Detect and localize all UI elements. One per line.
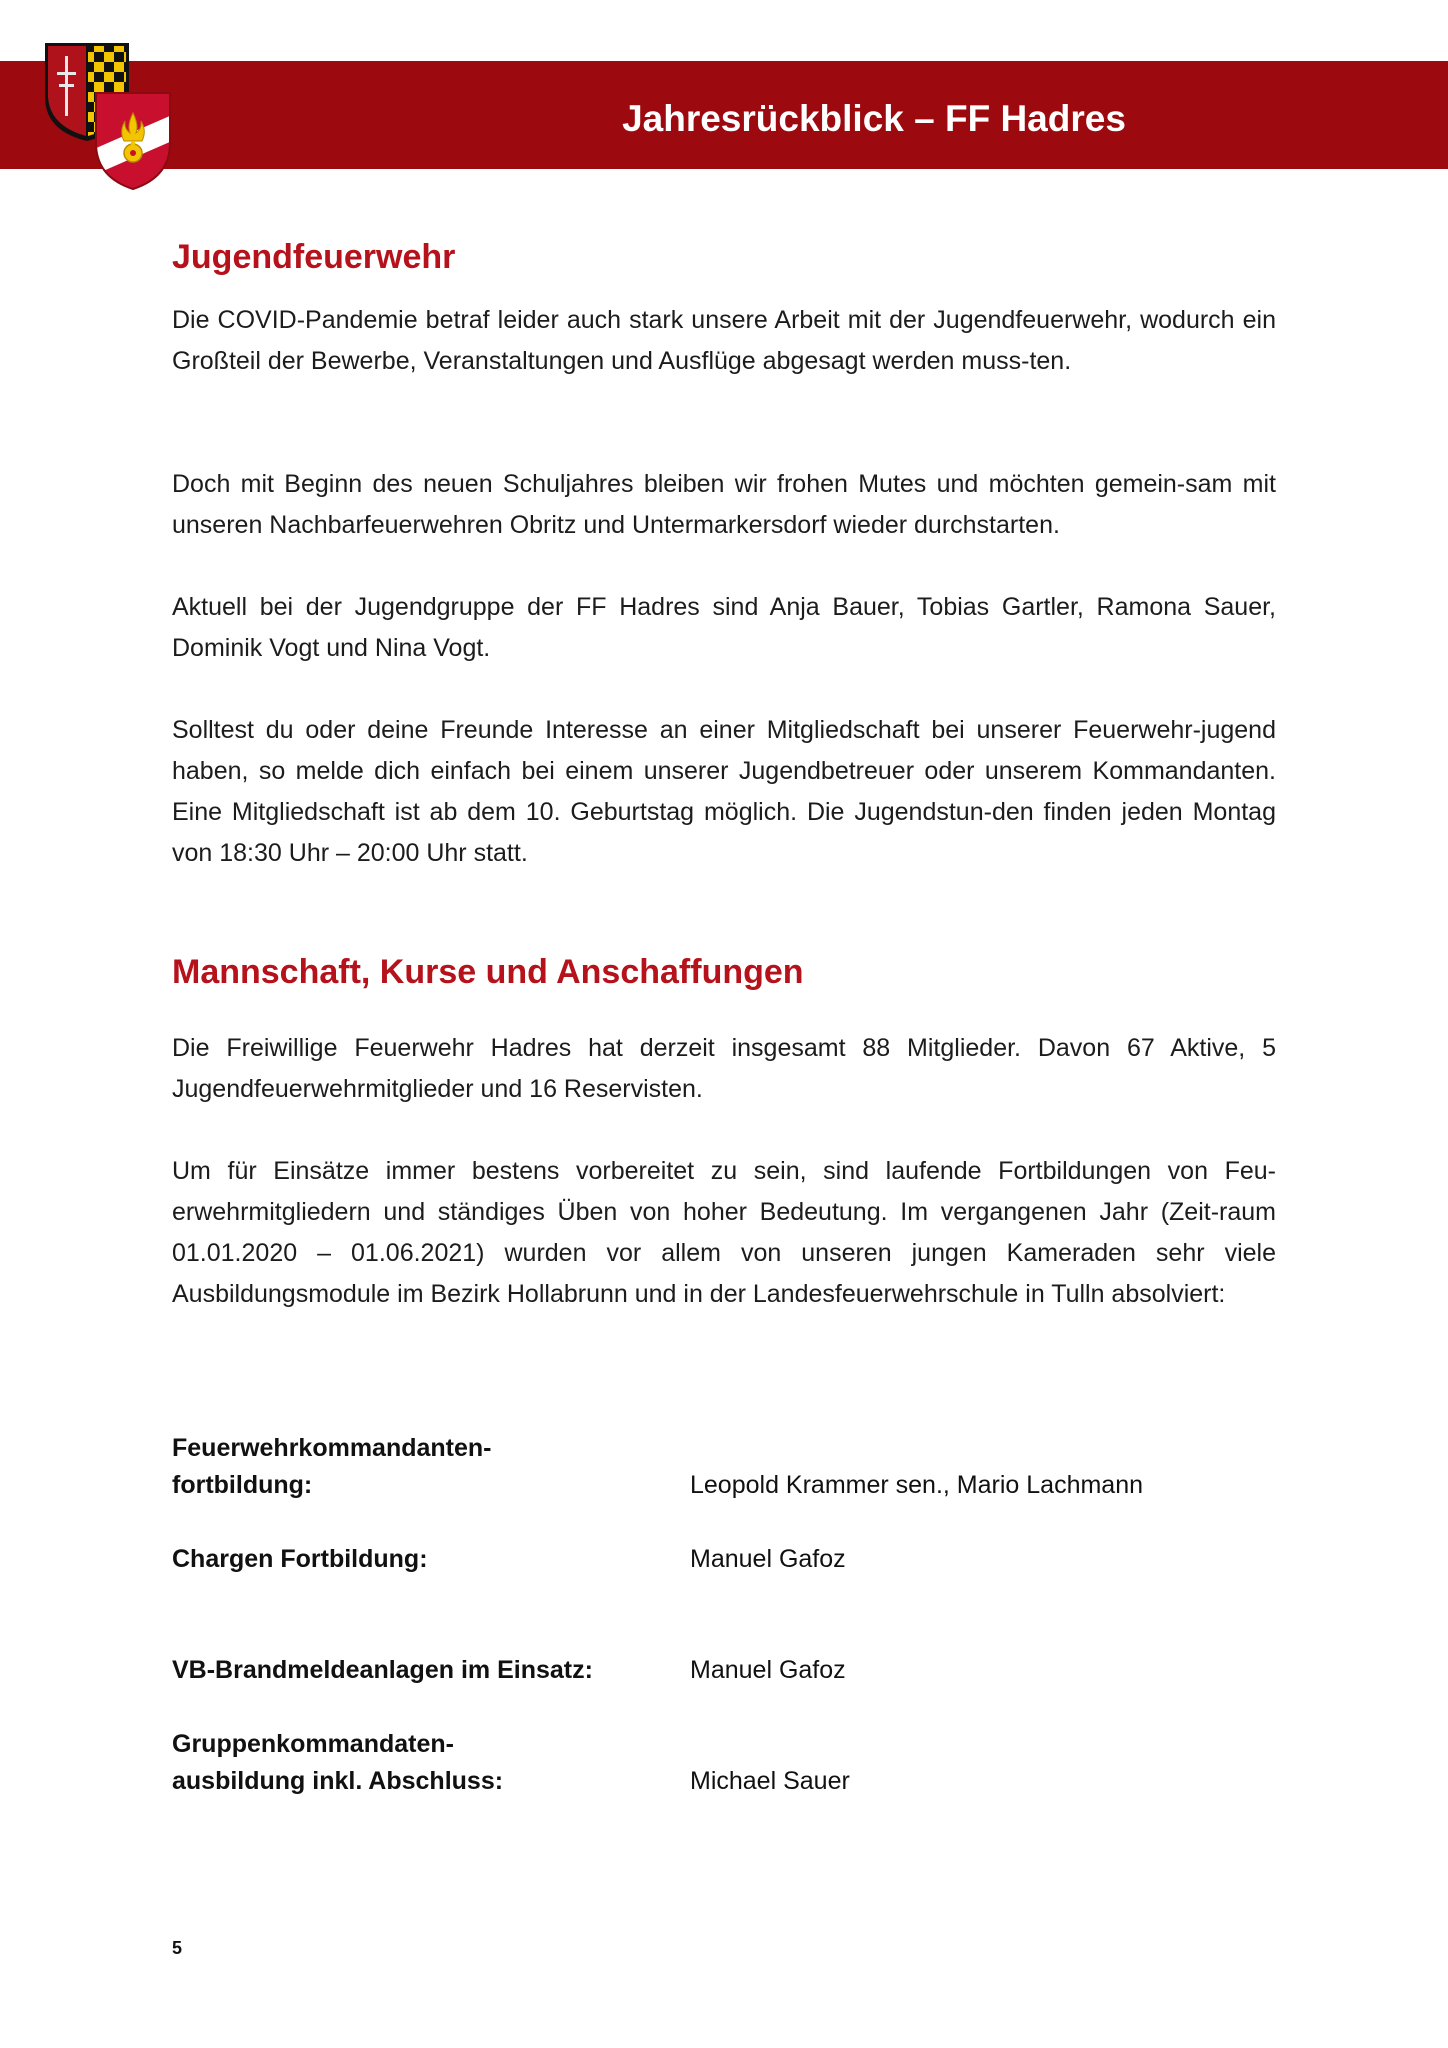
page-number: 5 <box>172 1938 183 1958</box>
section-heading-jugendfeuerwehr: Jugendfeuerwehr <box>172 238 456 276</box>
course-label-line: Feuerwehrkommandanten- <box>172 1434 492 1462</box>
course-label: VB-Brandmeldeanlagen im Einsatz: <box>172 1656 593 1684</box>
course-label-line: ausbildung inkl. Abschluss: <box>172 1767 504 1795</box>
section-heading-mannschaft: Mannschaft, Kurse und Anschaffungen <box>172 953 804 991</box>
paragraph: Aktuell bei der Jugendgruppe der FF Hadres sind Anja Bauer, Tobias Gartler, Ramona Sauer, Dominik Vogt und Nina Vogt. <box>172 593 1276 662</box>
paragraph: Um für Einsätze immer bestens vorbereitet zu sein, sind laufende Fortbildungen von Feu-erwehrmitgliedern und ständiges Üben von hoher Bedeutung. Im vergangenen Jahr (Zeit-raum 01.01.2020 – 01.06.2021) wurden vor allem von unseren jungen Kameraden sehr viele Ausbildungsmodule im Bezirk Hollabrunn und in der Landesfeuerwehrschule in Tulln absolviert: <box>172 1157 1276 1308</box>
course-participants: Leopold Krammer sen., Mario Lachmann <box>690 1471 1144 1499</box>
paragraph: Die COVID-Pandemie betraf leider auch stark unsere Arbeit mit der Jugendfeuerwehr, wodurch ein Großteil der Bewerbe, Veranstaltungen und Ausflüge abgesagt werden muss-ten. <box>172 306 1276 375</box>
course-label-line: fortbildung: <box>172 1471 313 1499</box>
course-participants: Manuel Gafoz <box>690 1545 846 1573</box>
course-label: Chargen Fortbildung: <box>172 1545 428 1573</box>
course-participants: Michael Sauer <box>690 1767 850 1795</box>
course-label-line: Gruppenkommandaten- <box>172 1730 454 1758</box>
course-label <box>172 1726 652 1800</box>
fire-brigade-crest-icon <box>94 91 172 191</box>
paragraph: Solltest du oder deine Freunde Interesse an einer Mitgliedschaft bei unserer Feuerwehr-jugend haben, so melde dich einfach bei einem unserer Jugendbetreuer oder unserem Kommandanten. Eine Mitgliedschaft ist ab dem 10. Geburtstag möglich. Die Jugendstun-den finden jeden Montag von 18:30 Uhr – 20:00 Uhr statt. <box>172 716 1276 867</box>
page-title: Jahresrückblick – FF Hadres <box>622 98 1126 139</box>
course-label <box>172 1430 652 1504</box>
header-bar <box>0 61 1448 169</box>
paragraph: Doch mit Beginn des neuen Schuljahres bleiben wir frohen Mutes und möchten gemein-sam mit unseren Nachbarfeuerwehren Obritz und Untermarkersdorf wieder durchstarten. <box>172 470 1276 539</box>
paragraph: Die Freiwillige Feuerwehr Hadres hat derzeit insgesamt 88 Mitglieder. Davon 67 Aktive, 5 Jugendfeuerwehrmitglieder und 16 Reservisten. <box>172 1034 1276 1103</box>
course-participants: Manuel Gafoz <box>690 1656 846 1684</box>
